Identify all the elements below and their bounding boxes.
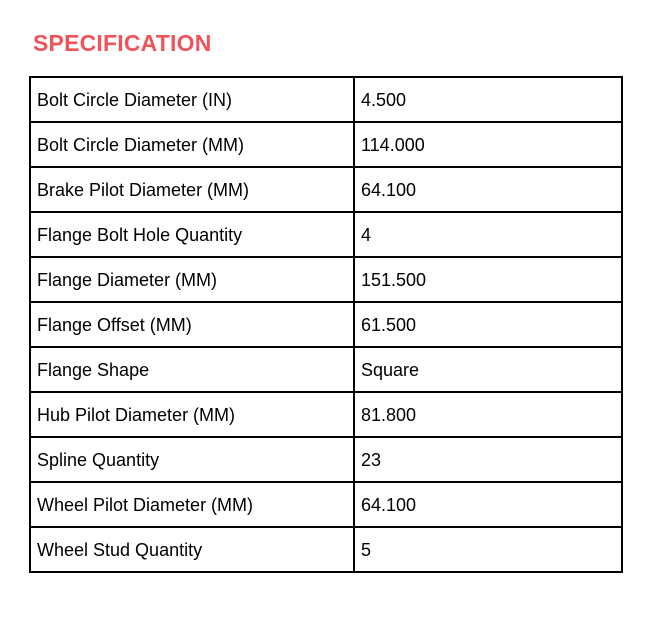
table-row [30,122,622,167]
spec-label: Flange Shape [30,347,354,392]
table-row [30,527,622,572]
spec-value: 151.500 [354,257,622,302]
table-row [30,77,622,122]
table-row [30,257,622,302]
table-row [30,392,622,437]
spec-value: 64.100 [354,167,622,212]
spec-label: Hub Pilot Diameter (MM) [30,392,354,437]
page-title: SPECIFICATION [33,30,212,56]
table-row [30,167,622,212]
spec-label: Bolt Circle Diameter (IN) [30,77,354,122]
table-row [30,212,622,257]
spec-value: 81.800 [354,392,622,437]
spec-value: 23 [354,437,622,482]
spec-value: 4.500 [354,77,622,122]
table-row [30,482,622,527]
spec-value: 114.000 [354,122,622,167]
spec-label: Flange Offset (MM) [30,302,354,347]
table-row [30,302,622,347]
spec-label: Wheel Pilot Diameter (MM) [30,482,354,527]
table-row [30,437,622,482]
spec-value: Square [354,347,622,392]
spec-label: Flange Diameter (MM) [30,257,354,302]
specification-table [29,76,623,573]
spec-value: 61.500 [354,302,622,347]
table-row [30,347,622,392]
spec-label: Flange Bolt Hole Quantity [30,212,354,257]
specification-table-body [30,77,622,572]
spec-label: Bolt Circle Diameter (MM) [30,122,354,167]
spec-value: 5 [354,527,622,572]
spec-label: Spline Quantity [30,437,354,482]
spec-value: 64.100 [354,482,622,527]
spec-label: Wheel Stud Quantity [30,527,354,572]
spec-label: Brake Pilot Diameter (MM) [30,167,354,212]
spec-value: 4 [354,212,622,257]
